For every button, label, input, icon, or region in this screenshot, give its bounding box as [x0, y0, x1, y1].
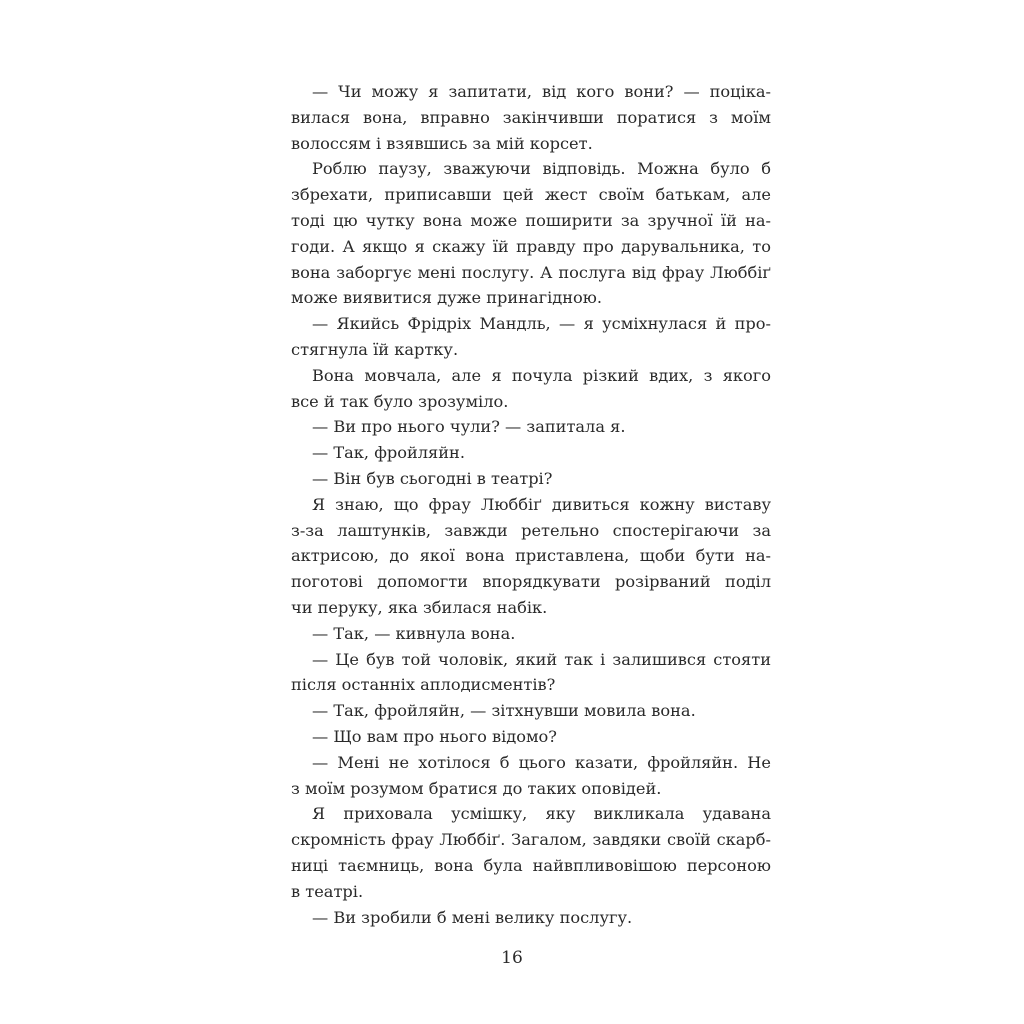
- text-line: вилася вона, вправно закінчивши поратися з моїм: [291, 107, 771, 127]
- text-line: Роблю паузу, зважуючи відповідь. Можна було б: [312, 159, 771, 179]
- text-line: волоссям і взявшись за мій корсет.: [291, 133, 593, 153]
- text-line: — Ви про нього чули? — запитала я.: [312, 417, 626, 437]
- text-line: скромність фрау Люббіґ. Загалом, завдяки своїй скарб-: [291, 830, 771, 850]
- text-line: — Так, фройляйн.: [312, 443, 465, 463]
- text-line: стягнула їй картку.: [291, 339, 459, 359]
- page-number: 16: [501, 948, 523, 968]
- text-line: — Мені не хотілося б цього казати, фройляйн. Не: [312, 752, 771, 772]
- text-line: збрехати, приписавши цей жест своїм батькам, але: [291, 185, 771, 205]
- text-line: Я знаю, що фрау Люббіґ дивиться кожну виставу: [312, 494, 771, 514]
- text-line: поготові допомогти впорядкувати розірваний поділ: [291, 572, 771, 592]
- text-line: Я приховала усмішку, яку викликала удавана: [312, 804, 771, 824]
- text-line: вона заборгує мені послугу. А послуга від фрау Люббіґ: [291, 262, 771, 282]
- page-body: [291, 79, 771, 930]
- text-line: в театрі.: [291, 881, 364, 901]
- text-line: з моїм розумом братися до таких оповідей.: [291, 778, 662, 798]
- text-line: — Це був той чоловік, який так і залишився стояти: [312, 649, 771, 669]
- text-line: годи. А якщо я скажу їй правду про дарувальника, то: [291, 236, 771, 256]
- text-line: після останніх аплодисментів?: [291, 675, 556, 695]
- text-line: — Він був сьогодні в театрі?: [312, 468, 553, 488]
- text-line: — Ви зробили б мені велику послугу.: [312, 907, 633, 927]
- text-line: актрисою, до якої вона приставлена, щоби бути на-: [291, 546, 771, 566]
- text-line: чи перуку, яка збилася набік.: [291, 597, 548, 617]
- text-line: — Так, фройляйн, — зітхнувши мовила вона.: [312, 701, 696, 721]
- text-line: з-за лаштунків, завжди ретельно спостерігаючи за: [291, 520, 771, 540]
- text-line: тоді цю чутку вона може поширити за зручної їй на-: [291, 210, 771, 230]
- text-line: — Так, — кивнула вона.: [312, 623, 516, 643]
- text-line: — Що вам про нього відомо?: [312, 726, 557, 746]
- text-line: Вона мовчала, але я почула різкий вдих, з якого: [312, 365, 771, 385]
- text-line: — Якийсь Фрідріх Мандль, — я усміхнулася й про-: [312, 314, 771, 334]
- text-line: — Чи можу я запитати, від кого вони? — поціка-: [312, 82, 771, 101]
- text-line: ниці таємниць, вона була найвпливовішою персоною: [291, 855, 771, 875]
- text-line: може виявитися дуже принагідною.: [291, 288, 603, 308]
- text-line: все й так було зрозуміло.: [291, 391, 509, 411]
